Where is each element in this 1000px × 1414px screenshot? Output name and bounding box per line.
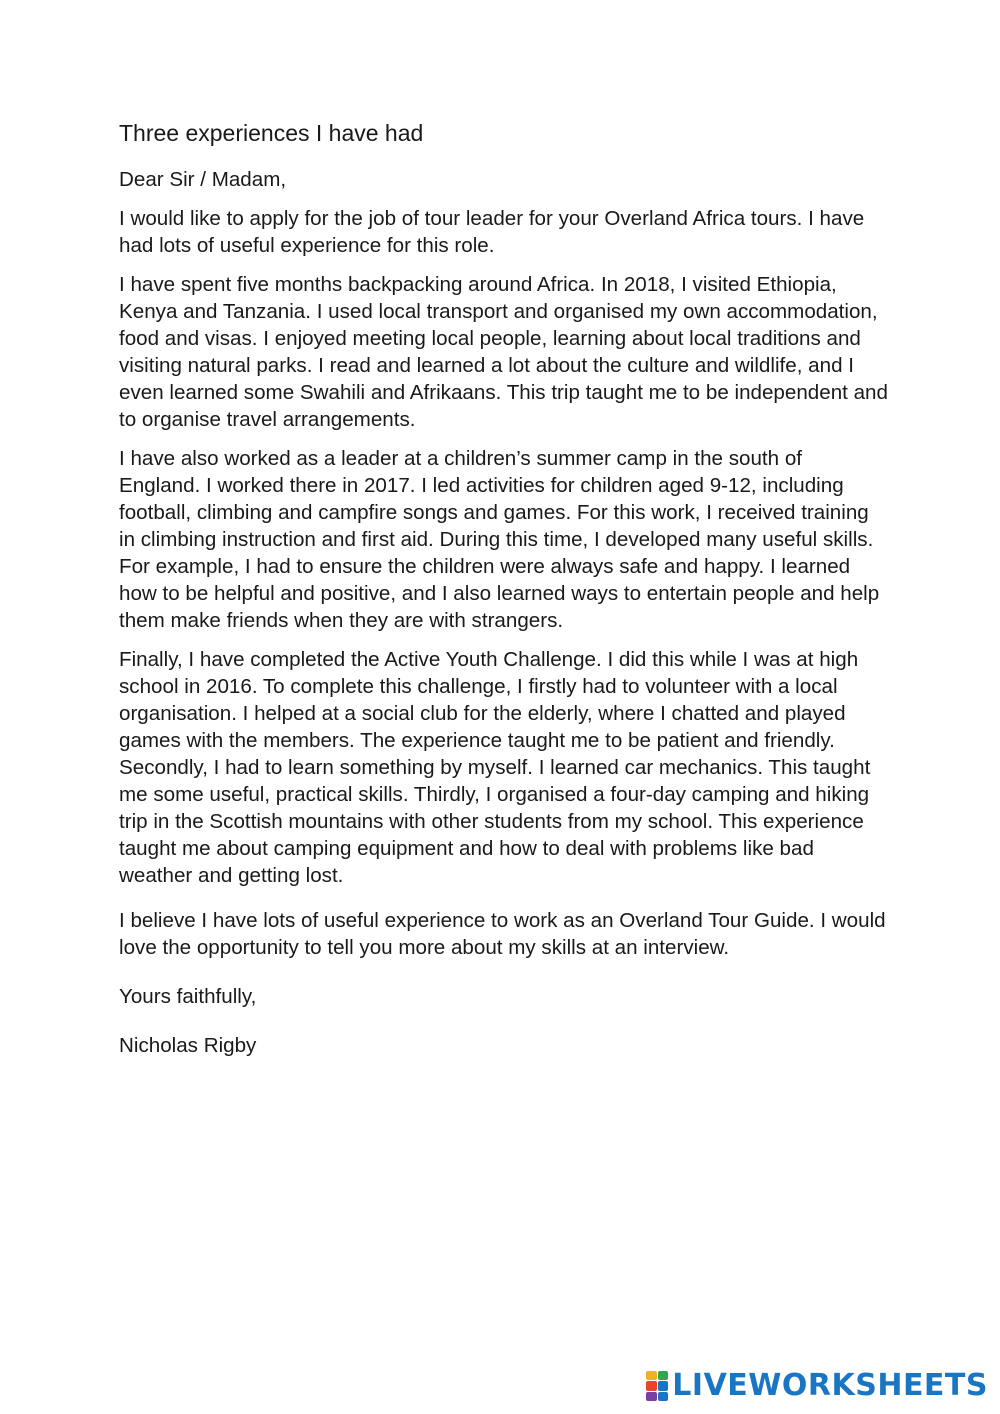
paragraph-summer-camp: I have also worked as a leader at a children’s summer camp in the south of England. I worked there in 2017. I led activities for children aged 9-12, including football, climbing and campfire songs and games. For this work, I received training in climbing instruction and first aid. During this time, I developed many useful skills. For example, I had to ensure the children were always safe and happy. I learned how to be helpful and positive, and I also learned ways to entertain people and help them make friends when they are with strangers.	[119, 447, 880, 632]
logo-block	[658, 1381, 669, 1390]
letter	[119, 118, 889, 1071]
paragraph-conclusion: I believe I have lots of useful experience to work as an Overland Tour Guide. I would love the opportunity to tell you more about my skills at an interview.	[119, 909, 886, 959]
liveworksheets-watermark	[646, 1370, 988, 1402]
closing: Yours faithfully,	[119, 985, 257, 1008]
letter-title: Three experiences I have had	[119, 120, 424, 146]
logo-block	[658, 1392, 669, 1401]
logo-block	[658, 1371, 669, 1380]
signature: Nicholas Rigby	[119, 1034, 257, 1057]
logo-block	[646, 1371, 657, 1380]
logo-block	[646, 1392, 657, 1401]
paragraph-africa: I have spent five months backpacking around Africa. In 2018, I visited Ethiopia, Kenya and Tanzania. I used local transport and organised my own accommodation, food and visas. I enjoyed meeting local people, learning about local traditions and visiting natural parks. I read and learned a lot about the culture and wildlife, and I even learned some Swahili and Afrikaans. This trip taught me to be independent and to organise travel arrangements.	[119, 273, 888, 431]
watermark-text: LIVEWORKSHEETS	[672, 1368, 988, 1403]
logo-block	[646, 1381, 657, 1390]
salutation: Dear Sir / Madam,	[119, 168, 287, 191]
liveworksheets-logo-icon	[646, 1371, 668, 1401]
paragraph-youth-challenge: Finally, I have completed the Active Youth Challenge. I did this while I was at high school in 2016. To complete this challenge, I firstly had to volunteer with a local organisation. I helped at a social club for the elderly, where I chatted and played games with the members. The experience taught me to be patient and friendly. Secondly, I had to learn something by myself. I learned car mechanics. This taught me some useful, practical skills. Thirdly, I organised a four-day camping and hiking trip in the Scottish mountains with other students from my school. This experience taught me about camping equipment and how to deal with problems like bad weather and getting lost.	[119, 648, 871, 887]
paragraph-intro: I would like to apply for the job of tour leader for your Overland Africa tours. I have had lots of useful experience for this role.	[119, 207, 865, 257]
